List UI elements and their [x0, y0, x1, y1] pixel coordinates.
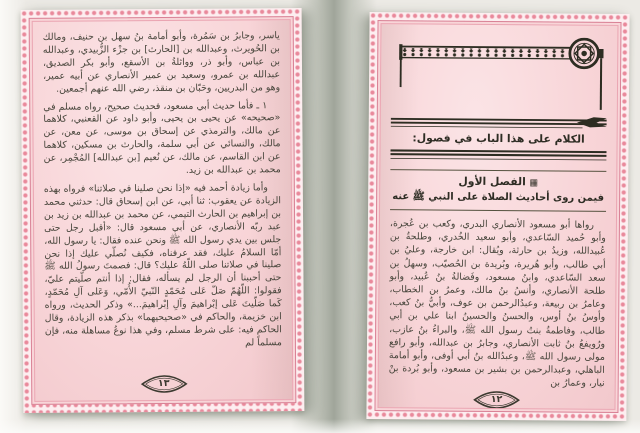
page-number-cartouche — [140, 374, 188, 394]
page-number: ١٢ — [490, 393, 503, 405]
left-page — [21, 8, 305, 413]
left-page-field — [32, 19, 294, 402]
right-page-border — [374, 20, 621, 413]
pen-divider-icon — [391, 114, 607, 131]
header-band-icon — [392, 36, 607, 112]
left-page-text — [43, 30, 282, 356]
chapter-heading — [390, 170, 606, 211]
section-heading: الكلام على هذا الباب في فصول: — [412, 131, 585, 146]
left-page-border — [29, 16, 297, 405]
triple-rule-icon — [390, 148, 606, 162]
chapter-marker-icon: ▦ — [529, 178, 539, 189]
chapter-subtitle: فيمن روى أحاديث الصلاة على النبي ﷺ عنه — [392, 191, 605, 204]
chapter-title: الفصل الأول — [458, 174, 526, 189]
chapter-title-row — [392, 174, 604, 189]
page-number: ١٣ — [157, 377, 170, 390]
right-page — [366, 12, 629, 421]
medallion-icon — [570, 39, 599, 68]
paragraph: وأما زيادة أحمد فيه «إذا نحن صلينا في صلاتنا» فرواه بهذه الزيادة عن يعقوب: ثنا أبي، عن ابن إسحاق قال: حدثني محمد بن إبراهيم بن الحارث التيمي، عن محمد بن عبدالله بن زيد بن عبد ربّه الأنصاري، عن أبي مسعود قال: «أقبل رجل حتى جلس بين يدي رسول الله ﷺ ونحن عنده فقال: يا رسول الله، أمّا السلامُ عليك، فقد عرفناه، فكيف نُصلّي عليك إذا نحن صلينا في صلاتنا صلى اللّهُ عليك؟ قال: فصمتَ رسولُ الله ﷺ حتى أحببنا أن الرجل لم يسأله، فقال: إذا أنتم صلّيتم عليّ، فقولوا: اللّهُمّ صَلّ عَلى مُحَمّدٍ النّبيّ الأُمّي، وَعَلى آلِ مُحَمّدٍ، كَما صَلّيتَ عَلى إبْراهيمَ وآلِ إبْراهيمَ...» وذكر الحديث، ورواه ابن خزيمة، والحاكم في «صحيحيهما» بذكر هذه الزيادة، وقال الحاكم فيه: على شرط مسلم، وفي هذا نوعُ مساهلة منه، فإن مسلماً لم — [43, 182, 282, 349]
paragraph: ياسر، وجابرُ بن سَمُرة، وأبو أمامة بنُ سهل بن حنيف، ومالك بن الحُويرث، وعبدالله بن [الحارث] بن جزْء الزُّبيدي، وعبدالله بن عباس، وأبو ذر، وواثلةُ بن الأسقع، وأبو بكر الصديق، عبدالله بن عمرو، وسعيد بن عمير الأنصاري عن أبيه عمير، وهو من البدريين، وحَبّان بن منقذ، رضي الله عنهم أجمعين. — [42, 30, 281, 95]
paragraph: ١ ـ فأما حديث أبي مسعود، فحديث صحيح، رواه مسلم في «صحيحه» عن يحيى بن يحيى، وأبو داود عن القعنبي، كلاهما عن مالك، والترمذي عن إسحاق بن موسى، عن معن، عن مالك، والنسائي عن أبي سلمة، والحارث بن مسكين، كلاهما عن ابن القاسم، عن مالك، عن نُعيم [بن عبدالله] المُجْمِر، عن محمد بن عبدالله بن زيد. — [43, 99, 281, 176]
page-number-cartouche — [472, 389, 520, 409]
chapter-header-ornament — [392, 36, 607, 112]
right-page-text: رواها أبو مسعود الأنصاري البدري، وكعب بن عُجرة، وأبو حُميد السّاعدي، وأبو سعيد الخُدري، وطلحةُ بن عُبيدالله، وزيدُ بن حارثة، ويُقال: ابن خارجة، وعليُ بن أبي طالب، وأبو هُريرة، وبُريدة بن الحُصيّب، وسهلُ بن سعد السّاعدي، وابنُ مسعود، وفَضالةُ بنُ عُبيد، وأبو طلحة الأنصاري، وأنسُ بنُ مالك، وعمرُ بن الخطاب، وعامرُ بن ربيعة، وعبدُالرحمن بن عوف، وأبيُّ بنُ كعب، وأوسُ بنُ أوس، والحسنُ والحسينُ ابنا علي بن أبي طالب، وفاطمةُ بنتُ رسول الله ﷺ، والبراءُ بنُ عازب، ورُويفعُ بنُ ثابت الأنصاري، وجابرُ بن عبدالله، وأبو رافع مولى رسول الله ﷺ، وعبدُالله بنُ أبي أوفى، وأبو أمامة الباهلي، وعبدالرحمن بن بشير بن مسعود، وأبو بُردة بنْ نيار، وعمارُ بن — [388, 218, 606, 390]
right-page-field — [377, 23, 618, 410]
